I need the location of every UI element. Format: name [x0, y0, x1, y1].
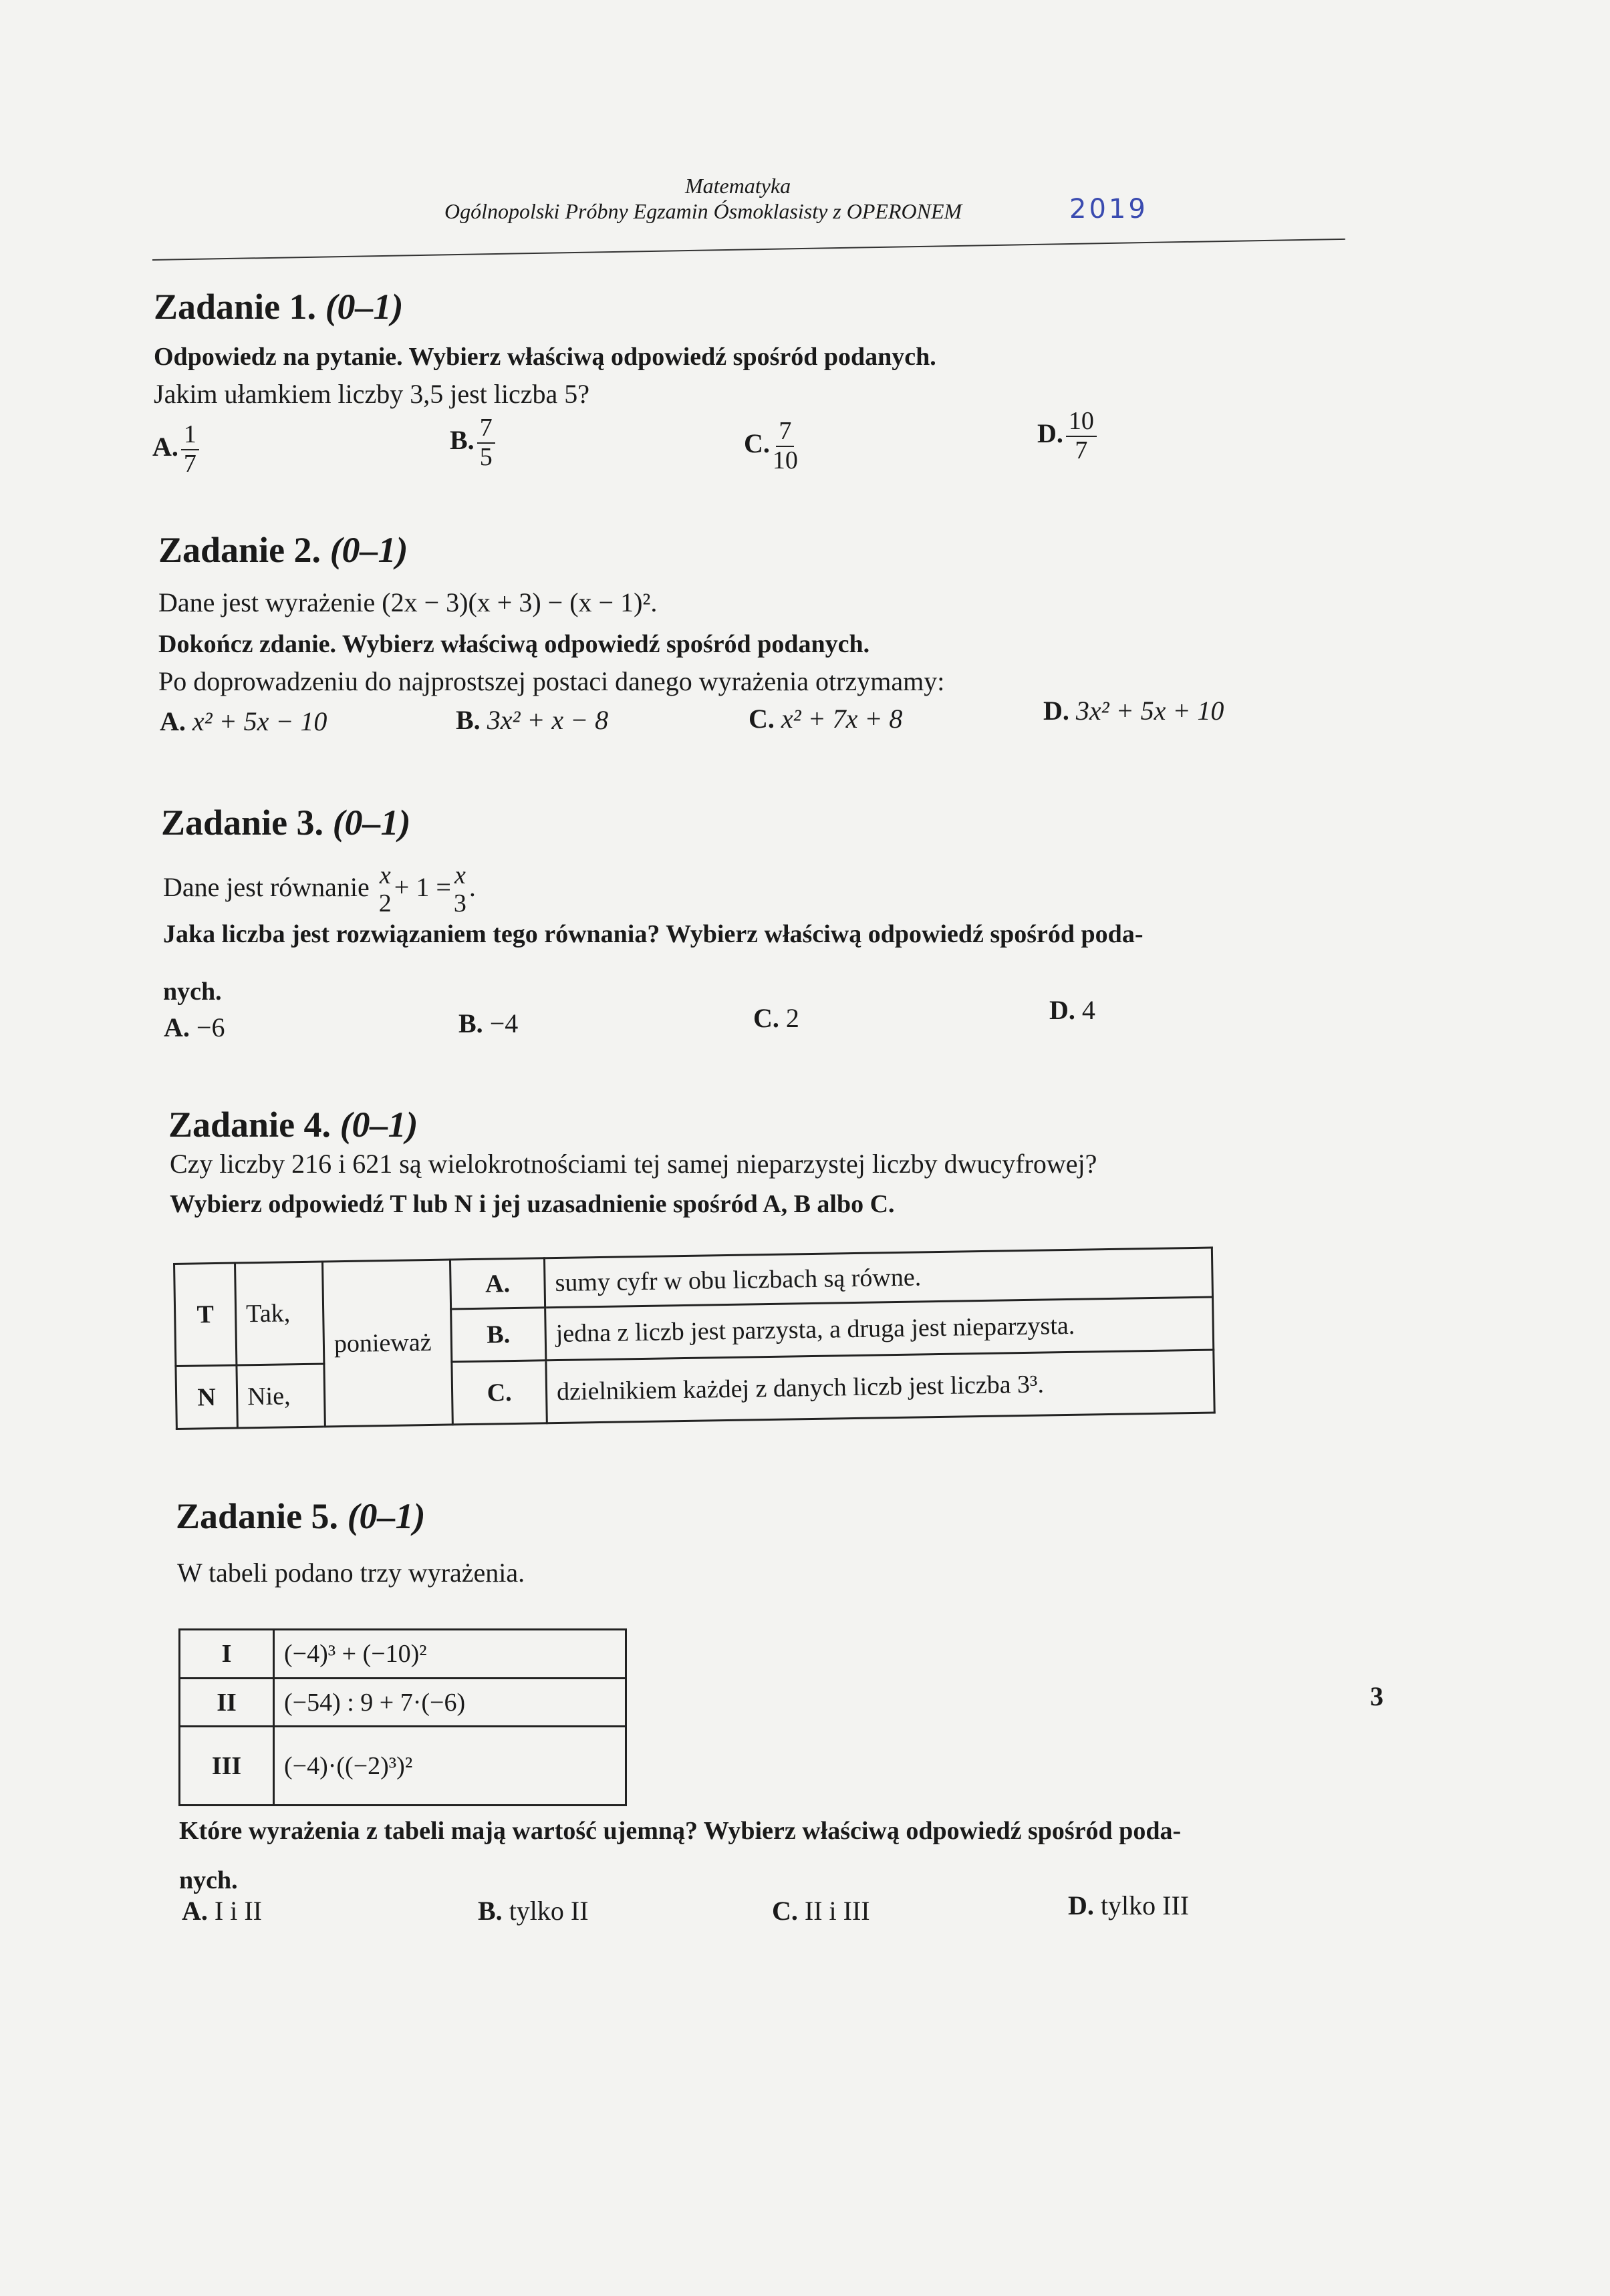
task-2-option-a: A. x² + 5x − 10: [160, 706, 327, 736]
task-5-title: Zadanie 5. (0–1): [176, 1496, 426, 1536]
task-5-instruction-cont: nych.: [179, 1866, 238, 1894]
task-1-option-c: C. $\frac{7}{10}$: [744, 417, 798, 474]
reason-a-text: sumy cyfr w obu liczbach są równe.: [544, 1248, 1212, 1308]
task-2-question: Po doprowadzeniu do najprostszej postaci danego wyrażenia otrzymamy:: [158, 666, 945, 696]
task-2-instruction: Dokończ zdanie. Wybierz właściwą odpowiedź spośród podanych.: [158, 630, 870, 658]
option-nie: Nie,: [237, 1364, 325, 1428]
page-number: 3: [1370, 1681, 1383, 1711]
task-3-equation: Dane jest równanie x 2 + 1 = x 3 .: [163, 861, 476, 917]
task-3-instruction: Jaka liczba jest rozwiązaniem tego równania? Wybierz właściwą odpowiedź spośród poda-: [163, 920, 1144, 948]
exam-header: Ogólnopolski Próbny Egzamin Ósmoklasisty z OPERONEM: [444, 199, 962, 223]
task-1-question: Jakim ułamkiem liczby 3,5 jest liczba 5?: [154, 379, 590, 409]
subject-header: Matematyka: [685, 174, 791, 198]
task-3-title: Zadanie 3. (0–1): [161, 803, 411, 843]
reason-b-text: jedna z liczb jest parzysta, a druga jest nieparzysta.: [545, 1297, 1214, 1360]
reason-b-label: B.: [451, 1308, 546, 1362]
task-5-option-a: A. I i II: [182, 1896, 262, 1926]
task-4-instruction: Wybierz odpowiedź T lub N i jej uzasadnienie spośród A, B albo C.: [170, 1190, 895, 1218]
row-id: II: [180, 1679, 274, 1727]
task-1-option-a: A. $\frac{1}{7}$: [152, 421, 202, 478]
task-1-option-b: B. $\frac{7}{5}$: [450, 414, 498, 472]
reason-a-label: A.: [450, 1258, 545, 1309]
task-3-instruction-cont: nych.: [163, 978, 222, 1006]
task-5-table: [178, 1628, 627, 1806]
task-3-option-c: C. 2: [753, 1003, 799, 1033]
task-1-instruction: Odpowiedz na pytanie. Wybierz właściwą odpowiedź spośród podanych.: [154, 343, 936, 371]
task-4-question: Czy liczby 216 i 621 są wielokrotnościami tej samej nieparzystej liczby dwucyfrowej?: [170, 1149, 1097, 1179]
task-2-option-c: C. x² + 7x + 8: [749, 704, 903, 734]
task-2-title: Zadanie 2. (0–1): [158, 530, 408, 570]
task-2-option-b: B. 3x² + x − 8: [456, 705, 609, 735]
task-2-given: Dane jest wyrażenie (2x − 3)(x + 3) − (x − 1)².: [158, 587, 658, 617]
expression: (−4)³ + (−10)²: [274, 1630, 626, 1679]
task-5-option-b: B. tylko II: [478, 1896, 589, 1926]
task-2-option-d: D. 3x² + 5x + 10: [1043, 696, 1224, 726]
option-n: N: [176, 1365, 237, 1429]
reason-c-label: C.: [452, 1360, 547, 1425]
reason-c-text: dzielnikiem każdej z danych liczb jest liczba 3³.: [546, 1350, 1214, 1423]
task-3-option-d: D. 4: [1049, 995, 1095, 1025]
task-1-option-d: D. $\frac{10}{7}$: [1037, 408, 1099, 465]
header-rule: [152, 239, 1345, 261]
task-5-option-c: C. II i III: [772, 1896, 870, 1926]
expression: (−54) : 9 + 7·(−6): [274, 1679, 626, 1727]
task-4-table: [173, 1247, 1216, 1430]
expression: (−4)·((−2)³)²: [274, 1727, 626, 1806]
row-id: III: [180, 1727, 274, 1806]
option-tak: Tak,: [235, 1262, 324, 1365]
handwritten-year: 2019: [1069, 194, 1148, 225]
row-id: I: [180, 1630, 274, 1679]
task-5-option-d: D. tylko III: [1068, 1890, 1190, 1920]
task-3-option-a: A. −6: [164, 1012, 225, 1042]
because-label: ponieważ: [322, 1260, 452, 1427]
task-3-option-b: B. −4: [458, 1008, 519, 1038]
task-5-instruction: Które wyrażenia z tabeli mają wartość ujemną? Wybierz właściwą odpowiedź spośród poda-: [179, 1817, 1182, 1845]
task-5-intro: W tabeli podano trzy wyrażenia.: [177, 1558, 525, 1588]
task-4-title: Zadanie 4. (0–1): [168, 1105, 418, 1145]
task-1-title: Zadanie 1. (0–1): [154, 287, 404, 327]
option-t: T: [174, 1263, 237, 1366]
